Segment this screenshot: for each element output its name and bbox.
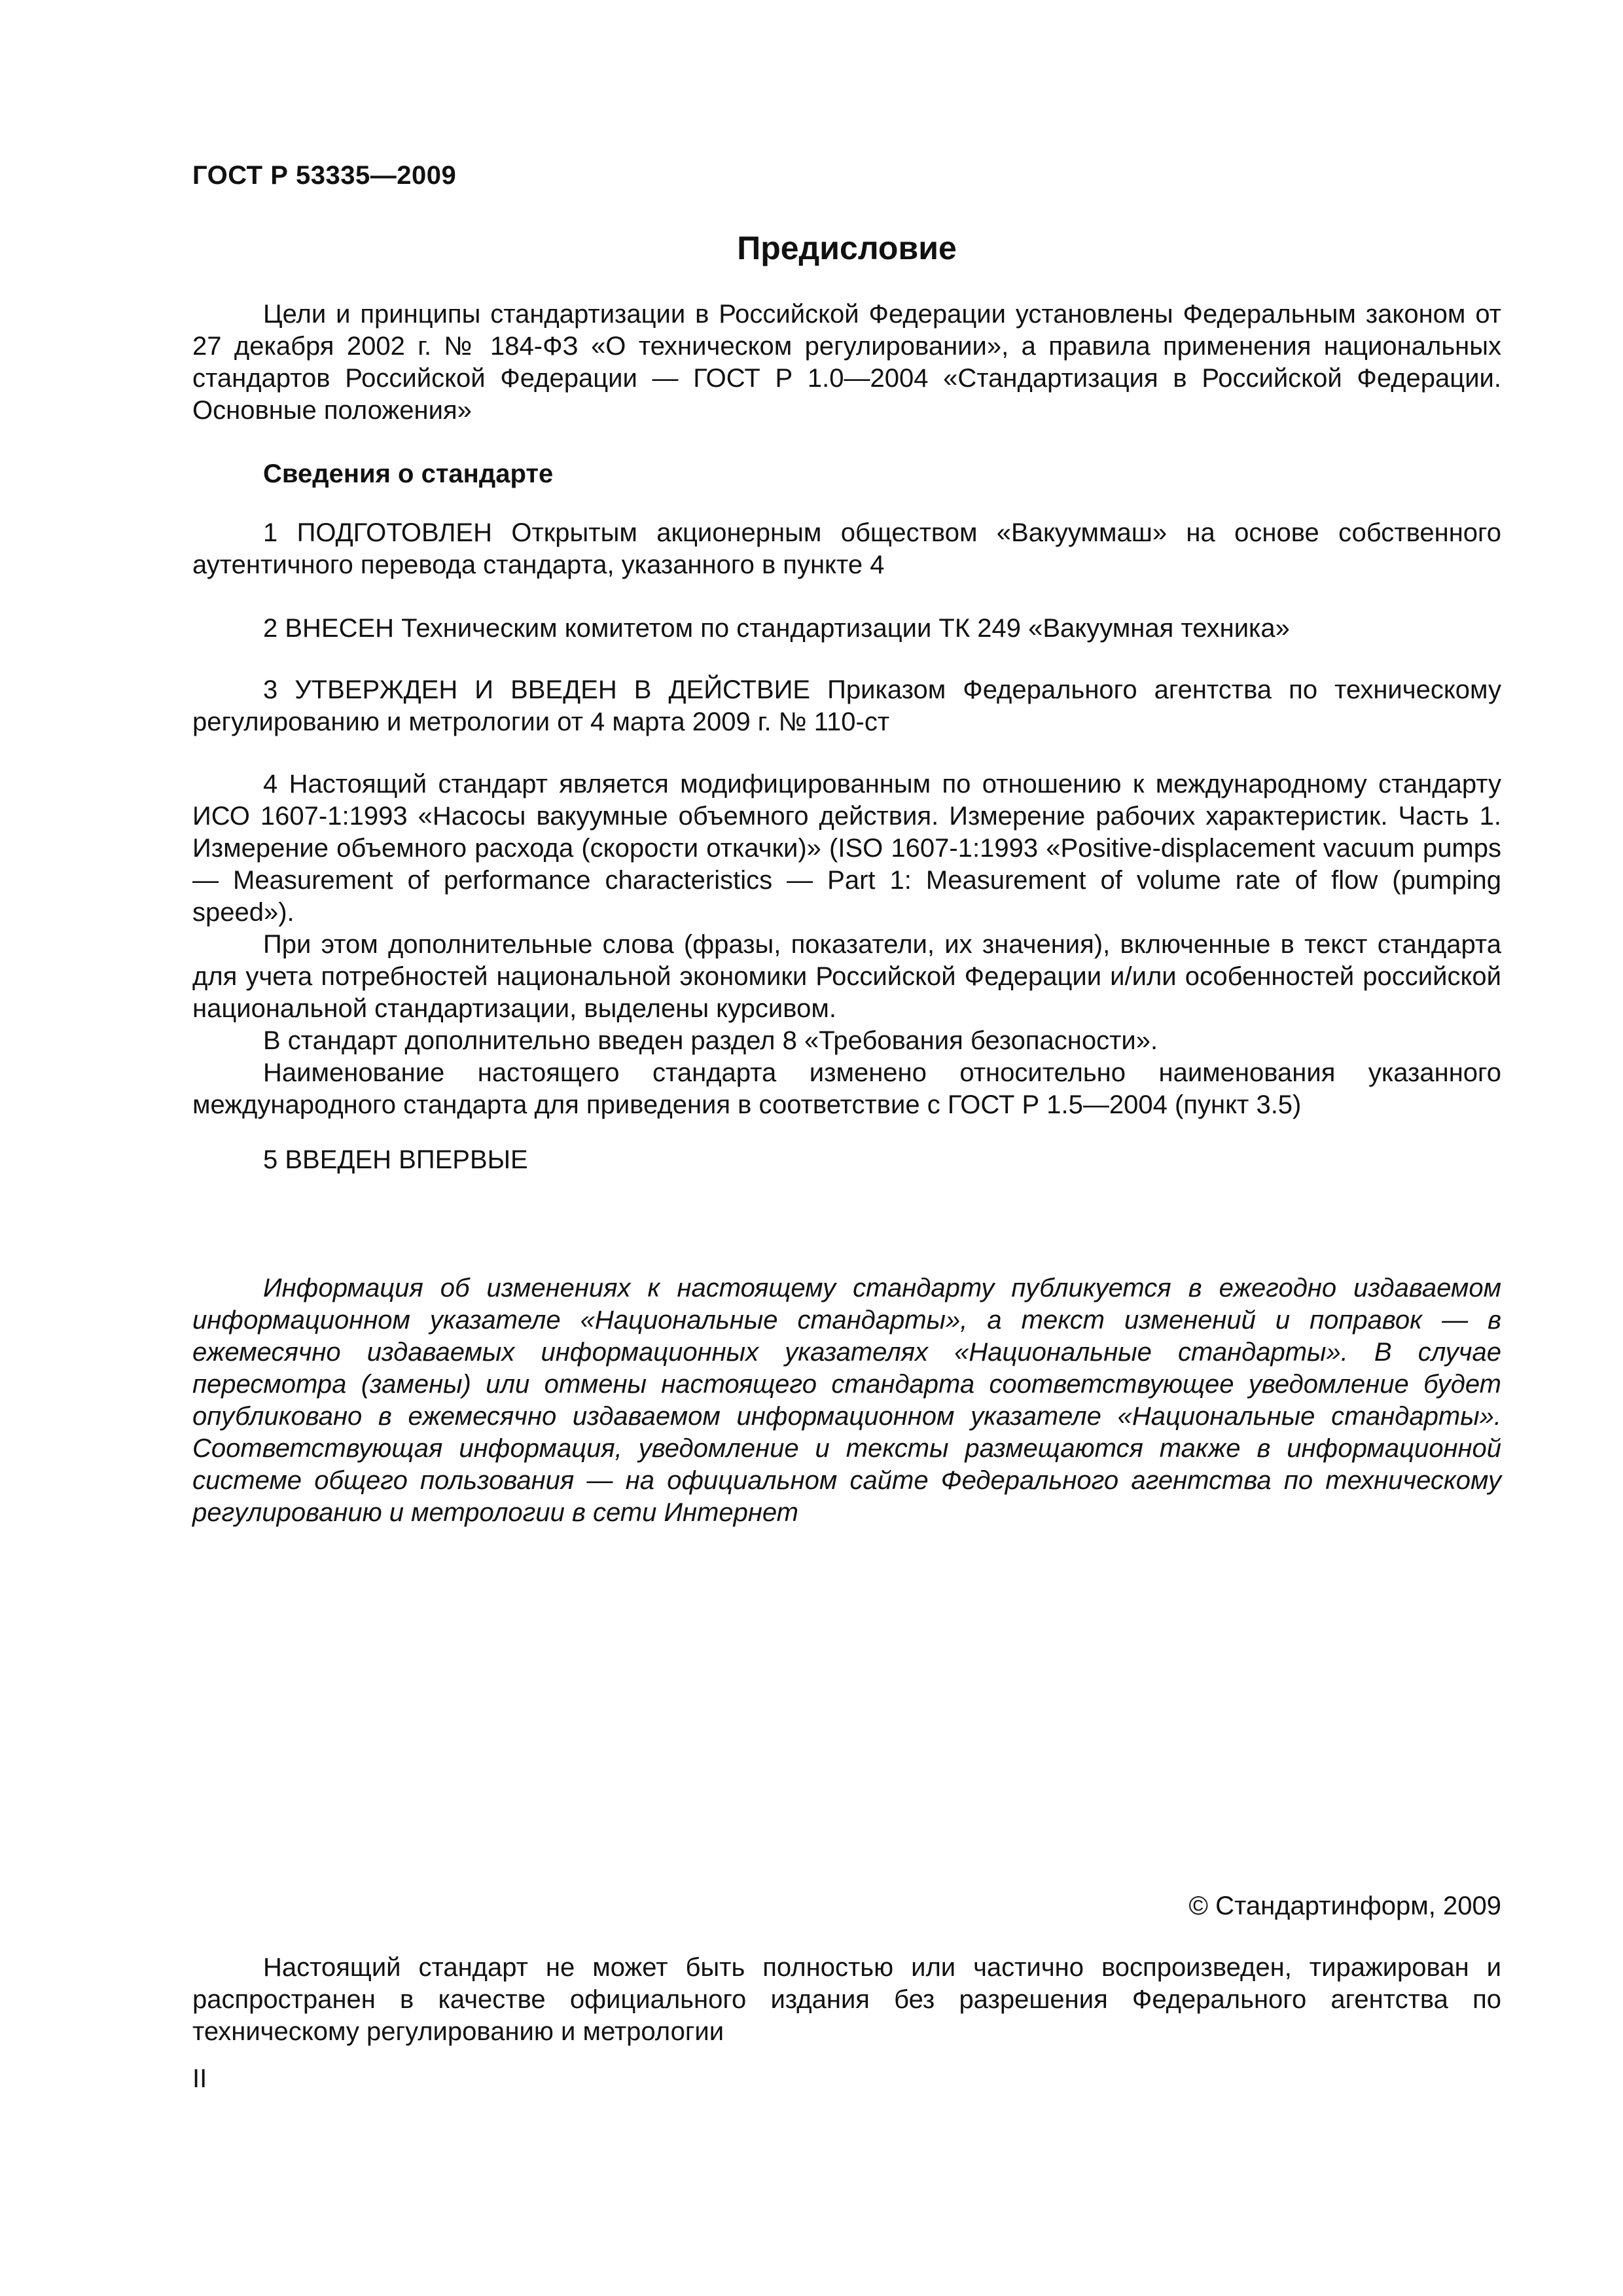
reproduction-section	[192, 1952, 1501, 2048]
item-prepared	[192, 517, 1501, 581]
item-approved	[192, 674, 1501, 738]
item-submitted	[192, 613, 1501, 645]
standard-info-heading: Сведения о стандарте	[263, 459, 554, 488]
notice-paragraph: Информация об изменениях к настоящему стандарту публикуется в ежегодно издаваемом информационном указателе «Национальные стандарты», а текст изменений и поправок — в ежемесячно издаваемых информационных указателях «Национальные стандарты». В случае пересмотра (замены) или отмены настоящего стандарта соответствующее уведомление будет опубликовано в ежемесячно издаваемом информационном указателе «Национальные стандарты». Соответствующая информация, уведомление и тексты размещаются также в информационной системе общего пользования — на официальном сайте Федерального агентства по техническому регулированию и метрологии в сети Интернет	[192, 1274, 1501, 1527]
reproduction-notice: Настоящий стандарт не может быть полностью или частично воспроизведен, тиражирован и распространен в качестве официального издания без разрешения Федерального агентства по техническому регулированию и метрологии	[192, 1953, 1501, 2046]
item-extra-paragraph: Наименование настоящего стандарта изменено относительно наименования указанного международного стандарта для приведения в соответствие с ГОСТ Р 1.5—2004 (пункт 3.5)	[192, 1058, 1501, 1119]
document-id: ГОСТ Р 53335—2009	[192, 161, 457, 190]
copyright: © Стандартинформ, 2009	[1188, 1892, 1501, 1920]
page-number: II	[192, 2064, 207, 2093]
intro-paragraph: Цели и принципы стандартизации в Российской Федерации установлены Федеральным законом от 27 декабря 2002 г. № 184-ФЗ «О техническом регулировании», а правила применения национальных стандартов Российской Федерации — ГОСТ Р 1.0—2004 «Стандартизация в Российской Федерации. Основные положения»	[192, 300, 1501, 425]
item-extra-paragraph: При этом дополнительные слова (фразы, показатели, их значения), включенные в текст стандарта для учета потребностей национальной экономики Российской Федерации и/или особенностей российской национальной стандартизации, выделены курсивом.	[192, 930, 1501, 1023]
item-paragraph: 1 ПОДГОТОВЛЕН Открытым акционерным обществом «Вакууммаш» на основе собственного аутентичного перевода стандарта, указанного в пункте 4	[192, 518, 1501, 579]
item-first-introduced	[192, 1144, 1501, 1176]
item-paragraph: 2 ВНЕСЕН Техническим комитетом по стандартизации ТК 249 «Вакуумная техника»	[263, 614, 1290, 643]
item-modified-standard	[192, 768, 1501, 1121]
item-paragraph: 3 УТВЕРЖДЕН И ВВЕДЕН В ДЕЙСТВИЕ Приказом Федерального агентства по техническому регулированию и метрологии от 4 марта 2009 г. № 110-ст	[192, 675, 1501, 736]
item-extra-paragraph: В стандарт дополнительно введен раздел 8 «Требования безопасности».	[263, 1026, 1158, 1055]
intro-section	[192, 298, 1501, 427]
item-paragraph: 5 ВВЕДЕН ВПЕРВЫЕ	[263, 1145, 528, 1174]
item-paragraph: 4 Настоящий стандарт является модифицированным по отношению к международному стандарту ИСО 1607-1:1993 «Насосы вакуумные объемного действия. Измерение рабочих характеристик. Часть 1. Измерение объемного расхода (скорости откачки)» (ISO 1607-1:1993 «Positive-displacement vacuum pumps — Measurement of performance characteristics — Part 1: Measurement of volume rate of flow (pumping speed»).	[192, 770, 1501, 927]
changes-notice	[192, 1272, 1501, 1529]
page-title: Предисловие	[737, 230, 957, 266]
